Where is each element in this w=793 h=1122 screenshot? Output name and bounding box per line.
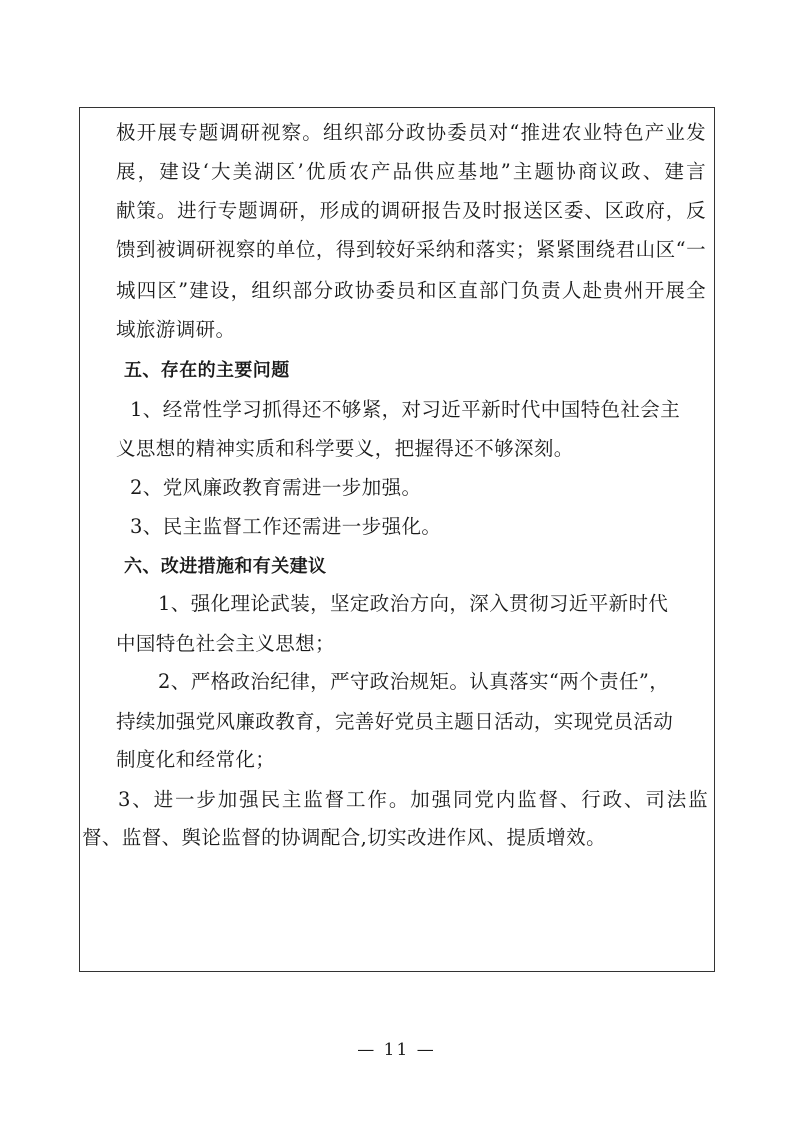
- list-item-text: 制度化和经常化；: [116, 748, 276, 771]
- paragraph-line: 展，建设‘大美湖区’优质农产品供应基地”主题协商议政、建言: [116, 160, 706, 183]
- list-item-text: 2、党风廉政教育需进一步加强。: [130, 476, 422, 499]
- list-item-text: 1、经常性学习抓得还不够紧，对习近平新时代中国特色社会主: [130, 398, 681, 421]
- list-item-text: 3、民主监督工作还需进一步强化。: [130, 515, 442, 538]
- section-heading-problems: 五、存在的主要问题: [124, 360, 290, 381]
- paragraph-line: 献策。进行专题调研，形成的调研报告及时报送区委、区政府，反: [116, 199, 706, 222]
- list-item-text: 中国特色社会主义思想；: [116, 632, 335, 655]
- paragraph-line: 极开展专题调研视察。组织部分政协委员对“推进农业特色产业发: [116, 121, 706, 144]
- list-item-text: 1、强化理论武装，坚定政治方向，深入贯彻习近平新时代: [158, 592, 669, 615]
- section-heading-measures: 六、改进措施和有关建议: [124, 556, 327, 577]
- paragraph-line: 域旅游调研。: [116, 318, 236, 341]
- page-number: — 11 —: [357, 1040, 436, 1060]
- paragraph-line: 馈到被调研视察的单位，得到较好采纳和落实；紧紧围绕君山区“一: [116, 238, 706, 261]
- list-item-text: 3、进一步加强民主监督工作。加强同党内监督、行政、司法监: [118, 788, 708, 811]
- list-item-text: 督、监督、舆论监督的协调配合,切实改进作风、提质增效。: [82, 826, 606, 849]
- list-item-text: 义思想的精神实质和科学要义，把握得还不够深刻。: [116, 437, 574, 460]
- list-item-text: 2、严格政治纪律，严守政治规矩。认真落实“两个责任”，: [158, 670, 670, 693]
- list-item-text: 持续加强党风廉政教育，完善好党员主题日活动，实现党员活动: [116, 710, 674, 733]
- paragraph-line: 城四区”建设，组织部分政协委员和区直部门负责人赴贵州开展全: [116, 279, 706, 302]
